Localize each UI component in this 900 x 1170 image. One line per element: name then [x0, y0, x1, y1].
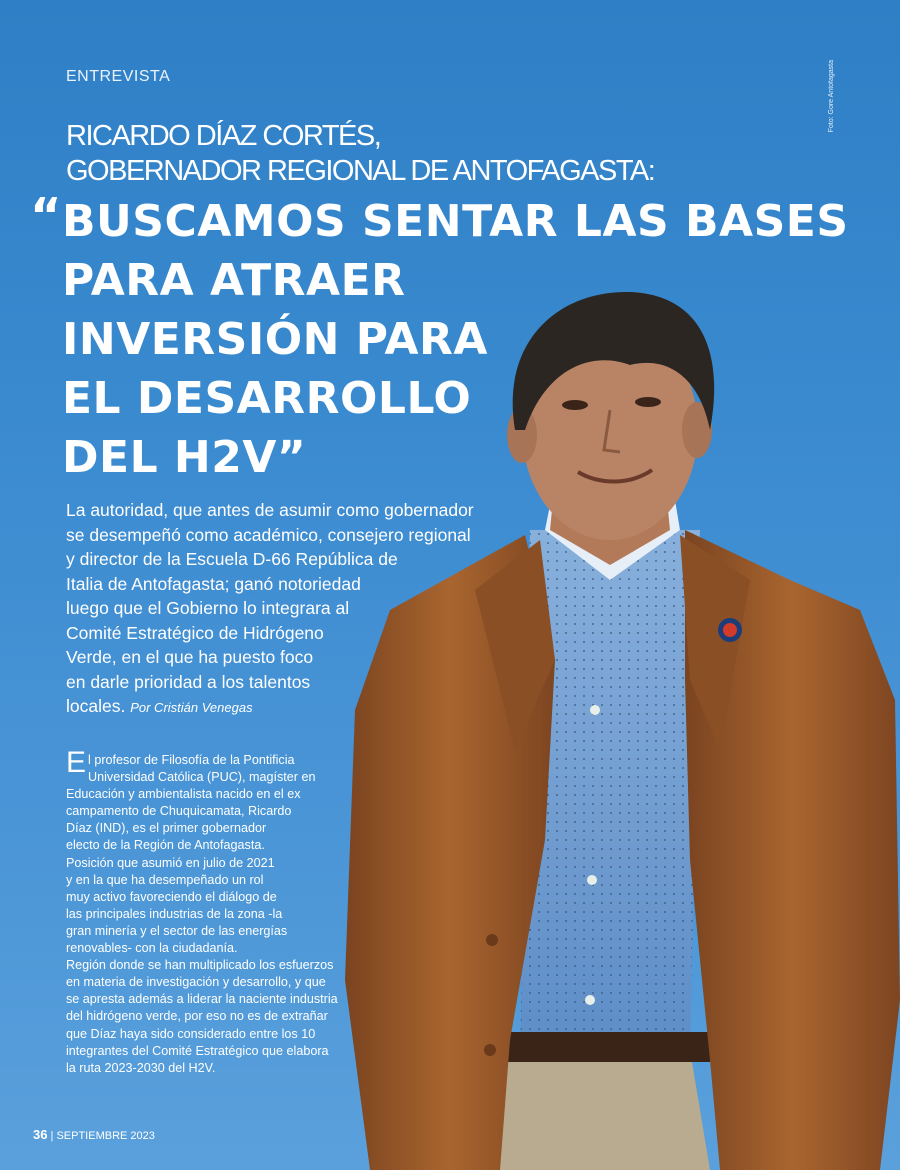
- lead-line: en darle prioridad a los talentos: [66, 671, 311, 692]
- lead-line: La autoridad, que antes de asumir como gobernador: [66, 500, 474, 520]
- body-line: en materia de investigación y desarrollo, y que: [66, 975, 326, 990]
- body-line: integrantes del Comité Estratégico que elabora: [66, 1043, 329, 1058]
- lead-line: Comité Estratégico de Hidrógeno: [66, 622, 324, 643]
- footer-separator: |: [50, 1130, 54, 1142]
- interviewee-name: RICARDO DÍAZ CORTÉS,: [66, 120, 381, 152]
- lead-line-last: [66, 694, 506, 721]
- body-text: [66, 746, 338, 1077]
- lead-line: se desempeñó como académico, consejero regional: [66, 524, 471, 545]
- body-line: del hidrógeno verde, por eso no es de extrañar: [66, 1009, 328, 1024]
- body-line: Universidad Católica (PUC), magíster en: [88, 770, 316, 785]
- body-line: se apresta además a liderar la naciente industria: [66, 992, 338, 1007]
- issue-date: SEPTIEMBRE 2023: [56, 1130, 155, 1142]
- body-line: Región donde se han multiplicado los esfuerzos: [66, 958, 334, 973]
- photo-credit: Foto: Gore Antofagasta: [828, 60, 835, 133]
- lead-paragraph: [66, 498, 506, 721]
- body-line: campamento de Chuquicamata, Ricardo: [66, 804, 292, 819]
- byline: Por Cristián Venegas: [130, 700, 253, 715]
- body-line: la ruta 2023-2030 del H2V.: [66, 1060, 216, 1075]
- lead-line: Italia de Antofagasta; ganó notoriedad: [66, 573, 361, 594]
- lead-line: Verde, en el que ha puesto foco: [66, 647, 314, 667]
- section-label: ENTREVISTA: [66, 68, 171, 85]
- body-line: renovables- con la ciudadanía.: [66, 941, 238, 956]
- body-line: Educación y ambientalista nacido en el ex: [66, 787, 301, 802]
- lead-line: luego que el Gobierno lo integrara al: [66, 598, 350, 618]
- opening-quote-mark: “: [30, 188, 62, 244]
- headline-line: DEL H2V”: [62, 432, 307, 483]
- page-footer: [33, 1127, 155, 1142]
- body-line: electo de la Región de Antofagasta.: [66, 838, 265, 853]
- lead-line: locales.: [66, 696, 126, 716]
- body-line: las principales industrias de la zona -la: [66, 906, 283, 921]
- lead-line: y director de la Escuela D-66 República de: [66, 549, 398, 569]
- headline-line: INVERSIÓN PARA: [62, 314, 488, 365]
- drop-cap: E: [66, 746, 87, 779]
- headline: [62, 192, 849, 487]
- body-line: gran minería y el sector de las energías: [66, 923, 288, 938]
- body-line: l profesor de Filosofía de la Pontificia: [88, 753, 295, 767]
- page-number: 36: [33, 1127, 48, 1142]
- body-line: que Díaz haya sido considerado entre los 10: [66, 1026, 316, 1041]
- interviewee-title: GOBERNADOR REGIONAL DE ANTOFAGASTA:: [66, 155, 655, 187]
- body-line: muy activo favoreciendo el diálogo de: [66, 889, 277, 904]
- headline-line: BUSCAMOS SENTAR LAS BASES: [62, 196, 849, 247]
- body-line: Posición que asumió en julio de 2021: [66, 855, 275, 870]
- headline-line: EL DESARROLLO: [62, 373, 472, 424]
- body-line: y en la que ha desempeñado un rol: [66, 872, 264, 887]
- body-line: Díaz (IND), es el primer gobernador: [66, 821, 267, 836]
- headline-line: PARA ATRAER: [62, 255, 406, 306]
